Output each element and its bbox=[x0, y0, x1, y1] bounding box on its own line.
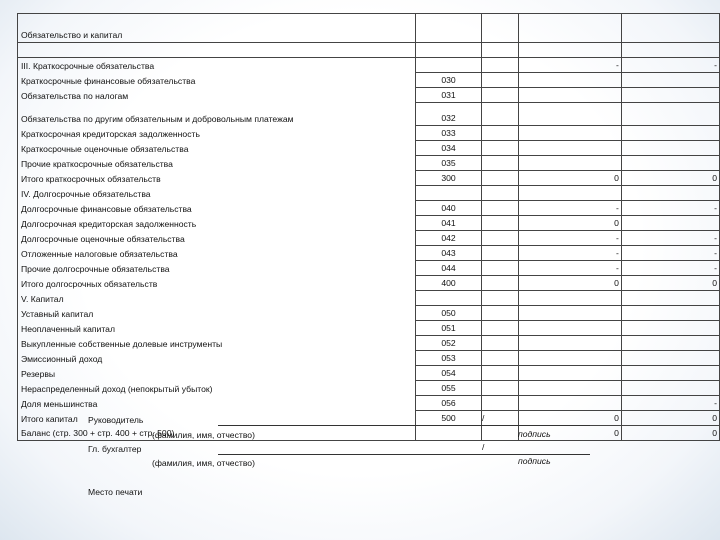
head-slash: / bbox=[482, 413, 485, 423]
cell-c3 bbox=[481, 156, 518, 171]
cell-c5: - bbox=[621, 201, 719, 216]
cell-name: Краткосрочные оценочные обязательства bbox=[18, 141, 416, 156]
cell-code: 300 bbox=[416, 171, 481, 186]
cell-c3 bbox=[481, 171, 518, 186]
table-row bbox=[18, 276, 720, 291]
table-row bbox=[18, 58, 720, 73]
cell-c5 bbox=[621, 366, 719, 381]
cell-code bbox=[416, 291, 481, 306]
cell-name: Баланс (стр. 300 + стр. 400 + стр. 500) bbox=[18, 426, 416, 441]
cell-code: 035 bbox=[416, 156, 481, 171]
cell-c3 bbox=[481, 381, 518, 396]
cell-name: Долгосрочные финансовые обязательства bbox=[18, 201, 416, 216]
cell-name: Эмиссионный доход bbox=[18, 351, 416, 366]
cell-c3 bbox=[481, 103, 518, 126]
table-row bbox=[18, 171, 720, 186]
subheader-cell bbox=[416, 43, 481, 58]
cell-c3 bbox=[481, 126, 518, 141]
header-cell bbox=[621, 14, 719, 43]
cell-c5 bbox=[621, 381, 719, 396]
table-row bbox=[18, 291, 720, 306]
cell-c3 bbox=[481, 58, 518, 73]
cell-c4 bbox=[518, 186, 621, 201]
cell-c5: - bbox=[621, 231, 719, 246]
accountant-slash: / bbox=[482, 442, 485, 452]
cell-name: Итого долгосрочных обязательств bbox=[18, 276, 416, 291]
cell-c5: - bbox=[621, 396, 719, 411]
balance-table-body bbox=[18, 14, 720, 441]
subheader-cell bbox=[621, 43, 719, 58]
cell-c3 bbox=[481, 396, 518, 411]
cell-c4 bbox=[518, 291, 621, 306]
header-cell bbox=[518, 14, 621, 43]
cell-c4: - bbox=[518, 231, 621, 246]
cell-c4 bbox=[518, 336, 621, 351]
cell-name: Прочие краткосрочные обязательства bbox=[18, 156, 416, 171]
cell-c3 bbox=[481, 426, 518, 441]
table-row bbox=[18, 201, 720, 216]
cell-c3 bbox=[481, 201, 518, 216]
cell-name: Неоплаченный капитал bbox=[18, 321, 416, 336]
cell-c3 bbox=[481, 276, 518, 291]
cell-c5 bbox=[621, 88, 719, 103]
cell-c3 bbox=[481, 336, 518, 351]
cell-c5 bbox=[621, 73, 719, 88]
cell-c5 bbox=[621, 336, 719, 351]
table-row bbox=[18, 88, 720, 103]
cell-c4 bbox=[518, 141, 621, 156]
table-row bbox=[18, 231, 720, 246]
cell-c5: - bbox=[621, 246, 719, 261]
cell-code: 054 bbox=[416, 366, 481, 381]
cell-c3 bbox=[481, 141, 518, 156]
cell-name: Прочие долгосрочные обязательства bbox=[18, 261, 416, 276]
cell-code: 400 bbox=[416, 276, 481, 291]
table-row bbox=[18, 336, 720, 351]
cell-code: 051 bbox=[416, 321, 481, 336]
cell-c4: - bbox=[518, 261, 621, 276]
cell-code: 043 bbox=[416, 246, 481, 261]
cell-name: Долгосрочные оценочные обязательства bbox=[18, 231, 416, 246]
cell-name: Краткосрочные финансовые обязательства bbox=[18, 73, 416, 88]
table-row bbox=[18, 156, 720, 171]
cell-name: Итого капитал bbox=[18, 411, 416, 426]
cell-code: 034 bbox=[416, 141, 481, 156]
cell-c4 bbox=[518, 351, 621, 366]
cell-code: 042 bbox=[416, 231, 481, 246]
cell-c3 bbox=[481, 186, 518, 201]
table-header-row bbox=[18, 14, 720, 43]
cell-c5: - bbox=[621, 261, 719, 276]
accountant-signature-line bbox=[218, 454, 590, 455]
balance-table bbox=[17, 13, 720, 441]
table-row bbox=[18, 396, 720, 411]
header-cell bbox=[416, 14, 481, 43]
table-row bbox=[18, 126, 720, 141]
cell-c4: 0 bbox=[518, 276, 621, 291]
cell-code: 031 bbox=[416, 88, 481, 103]
cell-name: III. Краткосрочные обязательства bbox=[18, 58, 416, 73]
table-row bbox=[18, 306, 720, 321]
cell-c4 bbox=[518, 156, 621, 171]
cell-code: 500 bbox=[416, 411, 481, 426]
cell-c5 bbox=[621, 103, 719, 126]
cell-code: 050 bbox=[416, 306, 481, 321]
cell-name: Краткосрочная кредиторская задолженность bbox=[18, 126, 416, 141]
cell-c3 bbox=[481, 216, 518, 231]
cell-c5 bbox=[621, 291, 719, 306]
cell-name: IV. Долгосрочные обязательства bbox=[18, 186, 416, 201]
cell-c4: - bbox=[518, 246, 621, 261]
header-cell bbox=[481, 14, 518, 43]
cell-name: V. Капитал bbox=[18, 291, 416, 306]
cell-c4 bbox=[518, 321, 621, 336]
cell-c3 bbox=[481, 306, 518, 321]
table-row bbox=[18, 186, 720, 201]
table-row bbox=[18, 366, 720, 381]
table-row bbox=[18, 381, 720, 396]
head-fio-hint: (фамилия, имя, отчество) bbox=[152, 430, 255, 440]
cell-c5: 0 bbox=[621, 171, 719, 186]
cell-c3 bbox=[481, 366, 518, 381]
cell-c3 bbox=[481, 73, 518, 88]
subheader-cell bbox=[18, 43, 416, 58]
cell-name: Долгосрочная кредиторская задолженность bbox=[18, 216, 416, 231]
cell-c3 bbox=[481, 291, 518, 306]
cell-name: Доля меньшинства bbox=[18, 396, 416, 411]
cell-c3 bbox=[481, 321, 518, 336]
cell-code: 044 bbox=[416, 261, 481, 276]
cell-c4 bbox=[518, 366, 621, 381]
table-row bbox=[18, 351, 720, 366]
cell-code: 053 bbox=[416, 351, 481, 366]
cell-code: 040 bbox=[416, 201, 481, 216]
cell-code bbox=[416, 58, 481, 73]
cell-code: 052 bbox=[416, 336, 481, 351]
cell-c4: 0 bbox=[518, 171, 621, 186]
cell-c5 bbox=[621, 351, 719, 366]
cell-code: 033 bbox=[416, 126, 481, 141]
cell-code: 055 bbox=[416, 381, 481, 396]
cell-name: Отложенные налоговые обязательства bbox=[18, 246, 416, 261]
stamp-label: Место печати bbox=[88, 487, 143, 497]
cell-c5 bbox=[621, 306, 719, 321]
cell-c3 bbox=[481, 246, 518, 261]
cell-c4 bbox=[518, 381, 621, 396]
table-row bbox=[18, 103, 720, 126]
cell-c3 bbox=[481, 351, 518, 366]
table-row bbox=[18, 321, 720, 336]
table-row bbox=[18, 426, 720, 441]
cell-name: Нераспределенный доход (непокрытый убыток) bbox=[18, 381, 416, 396]
cell-c4 bbox=[518, 306, 621, 321]
cell-name: Выкупленные собственные долевые инструменты bbox=[18, 336, 416, 351]
cell-c5 bbox=[621, 126, 719, 141]
cell-c4 bbox=[518, 88, 621, 103]
table-row bbox=[18, 261, 720, 276]
head-label: Руководитель bbox=[88, 415, 144, 425]
cell-code: 041 bbox=[416, 216, 481, 231]
cell-c5 bbox=[621, 141, 719, 156]
cell-c4 bbox=[518, 396, 621, 411]
cell-c4 bbox=[518, 103, 621, 126]
cell-code bbox=[416, 186, 481, 201]
cell-code: 056 bbox=[416, 396, 481, 411]
cell-c3 bbox=[481, 261, 518, 276]
cell-c4: 0 bbox=[518, 426, 621, 441]
accountant-sign-hint: подпись bbox=[518, 456, 551, 466]
cell-name: Обязательства по другим обязательным и добровольным платежам bbox=[18, 103, 416, 126]
cell-name: Обязательства по налогам bbox=[18, 88, 416, 103]
cell-c4: 0 bbox=[518, 216, 621, 231]
cell-name: Итого краткосрочных обязательств bbox=[18, 171, 416, 186]
cell-name: Резервы bbox=[18, 366, 416, 381]
table-row bbox=[18, 73, 720, 88]
cell-c5 bbox=[621, 321, 719, 336]
cell-c4: - bbox=[518, 201, 621, 216]
head-signature-line bbox=[218, 425, 590, 426]
cell-c4: - bbox=[518, 58, 621, 73]
cell-c5: - bbox=[621, 58, 719, 73]
cell-code: 032 bbox=[416, 103, 481, 126]
table-row bbox=[18, 216, 720, 231]
accountant-label: Гл. бухгалтер bbox=[88, 444, 142, 454]
cell-c4 bbox=[518, 126, 621, 141]
cell-c5: 0 bbox=[621, 276, 719, 291]
subheader-cell bbox=[518, 43, 621, 58]
table-subheader-row bbox=[18, 43, 720, 58]
cell-c3 bbox=[481, 88, 518, 103]
cell-c5: 0 bbox=[621, 411, 719, 426]
cell-c3 bbox=[481, 231, 518, 246]
cell-c4 bbox=[518, 73, 621, 88]
table-row bbox=[18, 246, 720, 261]
accountant-fio-hint: (фамилия, имя, отчество) bbox=[152, 458, 255, 468]
cell-c3 bbox=[481, 411, 518, 426]
cell-code bbox=[416, 426, 481, 441]
cell-c5 bbox=[621, 156, 719, 171]
cell-c5 bbox=[621, 216, 719, 231]
header-label: Обязательство и капитал bbox=[18, 14, 416, 43]
subheader-cell bbox=[481, 43, 518, 58]
cell-c5: 0 bbox=[621, 426, 719, 441]
cell-c5 bbox=[621, 186, 719, 201]
cell-name: Уставный капитал bbox=[18, 306, 416, 321]
table-row bbox=[18, 141, 720, 156]
head-sign-hint: подпись bbox=[518, 429, 551, 439]
cell-code: 030 bbox=[416, 73, 481, 88]
cell-c4: 0 bbox=[518, 411, 621, 426]
